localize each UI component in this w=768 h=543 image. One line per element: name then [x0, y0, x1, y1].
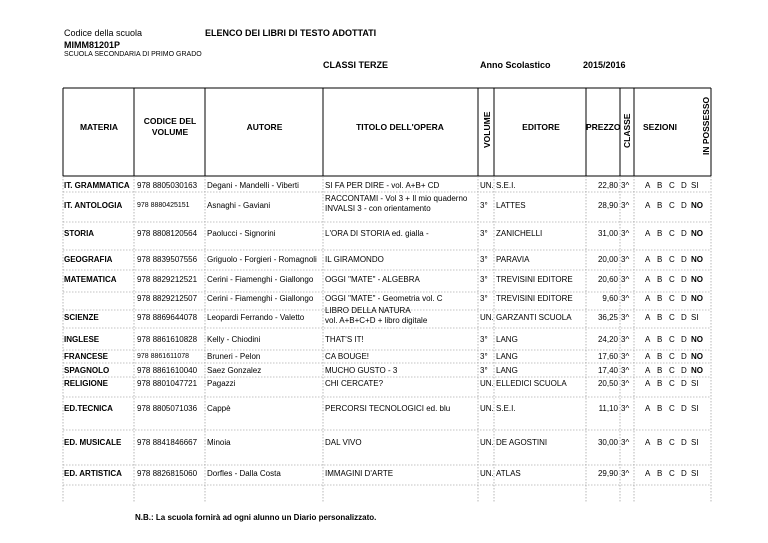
column-header-editore: EDITORE	[522, 122, 560, 132]
row-volume: UN.	[480, 438, 494, 447]
row-materia: GEOGRAFIA	[64, 255, 113, 264]
column-header-titolo: TITOLO DELL'OPERA	[356, 122, 444, 132]
school-type: SCUOLA SECONDARIA DI PRIMO GRADO	[64, 51, 202, 58]
column-header-sezioni: SEZIONI	[642, 122, 677, 132]
row-classe: 3^	[621, 352, 630, 361]
row-volume: 3°	[480, 275, 488, 284]
row-classe: 3^	[621, 229, 630, 238]
row-autore: Minoia	[207, 438, 231, 447]
row-titolo: IL GIRAMONDO	[325, 255, 384, 264]
row-sezione: B	[657, 366, 663, 375]
row-editore: PARAVIA	[496, 255, 530, 264]
row-possesso: NO	[691, 201, 703, 210]
row-prezzo: 29,90	[597, 469, 618, 478]
row-editore: LANG	[496, 366, 518, 375]
row-materia: IT. ANTOLOGIA	[64, 201, 123, 210]
row-volume: 3°	[480, 335, 488, 344]
row-codice: 978 8808120564	[137, 229, 198, 238]
row-possesso: NO	[691, 335, 703, 344]
school-code-value: MIMM81201P	[64, 40, 121, 50]
row-prezzo: 30,00	[597, 438, 618, 447]
row-classe: 3^	[621, 366, 630, 375]
row-possesso: NO	[691, 294, 703, 303]
row-titolo: MUCHO GUSTO - 3	[325, 366, 398, 375]
row-possesso: SI	[691, 181, 699, 190]
row-sezione: C	[669, 201, 675, 210]
row-classe: 3^	[621, 201, 630, 210]
row-sezione: B	[657, 335, 663, 344]
row-classe: 3^	[621, 294, 630, 303]
row-sezione: C	[669, 379, 675, 388]
row-editore: LATTES	[496, 201, 526, 210]
row-titolo: OGGI "MATE" - ALGEBRA	[325, 275, 420, 284]
row-titolo: IMMAGINI D'ARTE	[325, 469, 394, 478]
row-volume: UN.	[480, 313, 494, 322]
row-sezione: D	[681, 201, 687, 210]
row-prezzo: 22,80	[597, 181, 618, 190]
row-editore: ATLAS	[496, 469, 521, 478]
row-prezzo: 36,25	[597, 313, 618, 322]
row-editore: ZANICHELLI	[496, 229, 543, 238]
row-codice: 978 8805030163	[137, 181, 198, 190]
row-possesso: NO	[691, 229, 703, 238]
row-editore: S.E.I.	[496, 404, 516, 413]
row-sezione: B	[657, 275, 663, 284]
row-sezione: A	[645, 366, 651, 375]
row-sezione: A	[645, 275, 651, 284]
row-sezione: A	[645, 335, 651, 344]
row-titolo: CHI CERCATE?	[325, 379, 384, 388]
row-sezione: A	[645, 379, 651, 388]
row-possesso: SI	[691, 469, 699, 478]
school-year-label: Anno Scolastico	[480, 60, 551, 70]
row-editore: S.E.I.	[496, 181, 516, 190]
row-volume: UN.	[480, 379, 494, 388]
row-volume: UN.	[480, 181, 494, 190]
row-possesso: NO	[691, 366, 703, 375]
row-codice: 978 8861610040	[137, 366, 198, 375]
row-materia: ED. MUSICALE	[64, 438, 122, 447]
row-sezione: C	[669, 229, 675, 238]
row-sezione: D	[681, 335, 687, 344]
school-year-value: 2015/2016	[583, 60, 626, 70]
row-titolo: PERCORSI TECNOLOGICI ed. blu	[325, 404, 451, 413]
row-volume: 3°	[480, 352, 488, 361]
row-sezione: A	[645, 294, 651, 303]
row-codice: 978 8805071036	[137, 404, 198, 413]
row-editore: TREVISINI EDITORE	[496, 275, 573, 284]
row-titolo: OGGI "MATE" - Geometria vol. C	[325, 294, 443, 303]
row-sezione: A	[645, 201, 651, 210]
row-titolo: THAT'S IT!	[325, 335, 364, 344]
row-sezione: C	[669, 294, 675, 303]
row-possesso: SI	[691, 313, 699, 322]
row-codice: 978 8826815060	[137, 469, 198, 478]
row-autore: Kelly - Chiodini	[207, 335, 261, 344]
row-codice: 978 8839507556	[137, 255, 198, 264]
row-sezione: A	[645, 404, 651, 413]
row-sezione: A	[645, 229, 651, 238]
row-codice: 978 8829212507	[137, 294, 198, 303]
school-code-label: Codice della scuola	[64, 28, 143, 38]
row-autore: Saez Gonzalez	[207, 366, 262, 375]
row-sezione: D	[681, 294, 687, 303]
row-codice: 978 8841846667	[137, 438, 198, 447]
row-autore: Griguolo - Forgieri - Romagnoli	[207, 255, 317, 264]
row-editore: ELLEDICI SCUOLA	[496, 379, 567, 388]
row-materia: STORIA	[64, 229, 95, 238]
row-materia: RELIGIONE	[64, 379, 109, 388]
row-possesso: SI	[691, 404, 699, 413]
row-codice: 978 8861610828	[137, 335, 198, 344]
row-sezione: C	[669, 438, 675, 447]
row-codice: 978 8829212521	[137, 275, 198, 284]
row-autore: Dorfles - Dalla Costa	[207, 469, 281, 478]
row-codice: 978 8861611078	[137, 353, 190, 360]
row-autore: Cappè	[207, 404, 231, 413]
row-possesso: NO	[691, 352, 703, 361]
row-possesso: SI	[691, 379, 699, 388]
row-volume: 3°	[480, 229, 488, 238]
row-materia: ED.TECNICA	[64, 404, 113, 413]
row-titolo: SI FA PER DIRE - vol. A+B+ CD	[325, 181, 440, 190]
row-sezione: A	[645, 469, 651, 478]
row-sezione: B	[657, 379, 663, 388]
column-header-materia: MATERIA	[79, 122, 119, 132]
row-sezione: C	[669, 181, 675, 190]
row-autore: Asnaghi - Gaviani	[207, 201, 271, 210]
row-prezzo: 20,60	[597, 275, 618, 284]
row-sezione: D	[681, 469, 687, 478]
row-sezione: B	[657, 229, 663, 238]
row-autore: Cerini - Fiamenghi - Giallongo	[207, 275, 314, 284]
row-sezione: C	[669, 313, 675, 322]
row-volume: 3°	[480, 201, 488, 210]
row-sezione: B	[657, 469, 663, 478]
row-titolo: INVALSI 3 - con orientamento	[325, 204, 431, 213]
column-header-codice-line2: VOLUME	[151, 127, 189, 137]
row-classe: 3^	[621, 275, 630, 284]
row-materia: FRANCESE	[64, 352, 109, 361]
row-classe: 3^	[621, 335, 630, 344]
row-classe: 3^	[621, 255, 630, 264]
row-prezzo: 20,00	[597, 255, 618, 264]
row-prezzo: 17,40	[597, 366, 618, 375]
row-sezione: D	[681, 181, 687, 190]
row-titolo: LIBRO DELLA NATURA	[325, 306, 411, 315]
row-materia: SPAGNOLO	[64, 366, 110, 375]
column-header-possesso: IN POSSESSO	[701, 96, 711, 155]
row-sezione: D	[681, 438, 687, 447]
row-sezione: D	[681, 275, 687, 284]
row-materia: IT. GRAMMATICA	[64, 181, 130, 190]
row-autore: Cerini - Fiamenghi - Giallongo	[207, 294, 314, 303]
row-materia: SCIENZE	[64, 313, 99, 322]
row-sezione: A	[645, 255, 651, 264]
row-sezione: D	[681, 366, 687, 375]
row-sezione: B	[657, 294, 663, 303]
row-sezione: D	[681, 352, 687, 361]
column-header-codice-line1: CODICE DEL	[143, 116, 197, 126]
row-editore: LANG	[496, 335, 518, 344]
row-titolo: CA BOUGE!	[325, 352, 370, 361]
row-sezione: B	[657, 313, 663, 322]
row-titolo: DAL VIVO	[325, 438, 362, 447]
row-sezione: B	[657, 255, 663, 264]
row-classe: 3^	[621, 469, 630, 478]
row-sezione: D	[681, 379, 687, 388]
row-possesso: SI	[691, 438, 699, 447]
row-prezzo: 11,10	[598, 404, 618, 413]
column-header-volume: VOLUME	[482, 111, 492, 148]
row-prezzo: 28,90	[597, 201, 618, 210]
row-sezione: C	[669, 335, 675, 344]
row-autore: Pagazzi	[207, 379, 236, 388]
row-materia: INGLESE	[64, 335, 100, 344]
row-editore: LANG	[496, 352, 518, 361]
row-sezione: B	[657, 181, 663, 190]
row-sezione: B	[657, 404, 663, 413]
row-prezzo: 20,50	[597, 379, 618, 388]
row-sezione: C	[669, 404, 675, 413]
row-sezione: B	[657, 201, 663, 210]
row-prezzo: 17,60	[597, 352, 618, 361]
row-classe: 3^	[621, 181, 630, 190]
row-volume: 3°	[480, 255, 488, 264]
row-sezione: C	[669, 469, 675, 478]
row-sezione: A	[645, 438, 651, 447]
row-editore: DE AGOSTINI	[496, 438, 548, 447]
row-codice: 978 8880425151	[137, 202, 190, 209]
footer-note: N.B.: La scuola fornirà ad ogni alunno un Diario personalizzato.	[135, 513, 377, 522]
row-sezione: D	[681, 255, 687, 264]
row-titolo: vol. A+B+C+D + libro digitale	[325, 316, 428, 325]
row-sezione: A	[645, 181, 651, 190]
row-volume: UN.	[480, 404, 494, 413]
row-sezione: C	[669, 275, 675, 284]
row-sezione: B	[657, 352, 663, 361]
row-classe: 3^	[621, 379, 630, 388]
document-title: ELENCO DEI LIBRI DI TESTO ADOTTATI	[205, 28, 377, 38]
row-volume: 3°	[480, 366, 488, 375]
column-header-autore: AUTORE	[246, 122, 283, 132]
row-classe: 3^	[621, 313, 630, 322]
row-sezione: C	[669, 352, 675, 361]
row-prezzo: 9,60	[602, 294, 618, 303]
row-titolo: L'ORA DI STORIA ed. gialla -	[325, 229, 429, 238]
row-possesso: NO	[691, 255, 703, 264]
row-sezione: D	[681, 313, 687, 322]
row-sezione: D	[681, 404, 687, 413]
row-editore: TREVISINI EDITORE	[496, 294, 573, 303]
row-codice: 978 8801047721	[137, 379, 198, 388]
row-possesso: NO	[691, 275, 703, 284]
row-autore: Leopardi Ferrando - Valetto	[207, 313, 305, 322]
row-titolo: RACCONTAMI - Vol 3 + Il mio quaderno	[325, 194, 468, 203]
row-editore: GARZANTI SCUOLA	[496, 313, 572, 322]
row-prezzo: 31,00	[597, 229, 618, 238]
row-classe: 3^	[621, 404, 630, 413]
row-volume: UN.	[480, 469, 494, 478]
column-header-classe: CLASSE	[622, 113, 632, 148]
row-autore: Paolucci - Signorini	[207, 229, 276, 238]
row-volume: 3°	[480, 294, 488, 303]
row-autore: Bruneri - Pelon	[207, 352, 261, 361]
row-sezione: C	[669, 255, 675, 264]
row-codice: 978 8869644078	[137, 313, 198, 322]
row-materia: ED. ARTISTICA	[64, 469, 122, 478]
row-sezione: C	[669, 366, 675, 375]
row-classe: 3^	[621, 438, 630, 447]
classes-label: CLASSI TERZE	[323, 60, 389, 70]
row-sezione: A	[645, 313, 651, 322]
row-materia: MATEMATICA	[64, 275, 117, 284]
row-prezzo: 24,20	[597, 335, 618, 344]
column-header-prezzo: PREZZO	[586, 122, 621, 132]
row-sezione: D	[681, 229, 687, 238]
row-autore: Degani - Mandelli - Viberti	[207, 181, 299, 190]
row-sezione: B	[657, 438, 663, 447]
row-sezione: A	[645, 352, 651, 361]
